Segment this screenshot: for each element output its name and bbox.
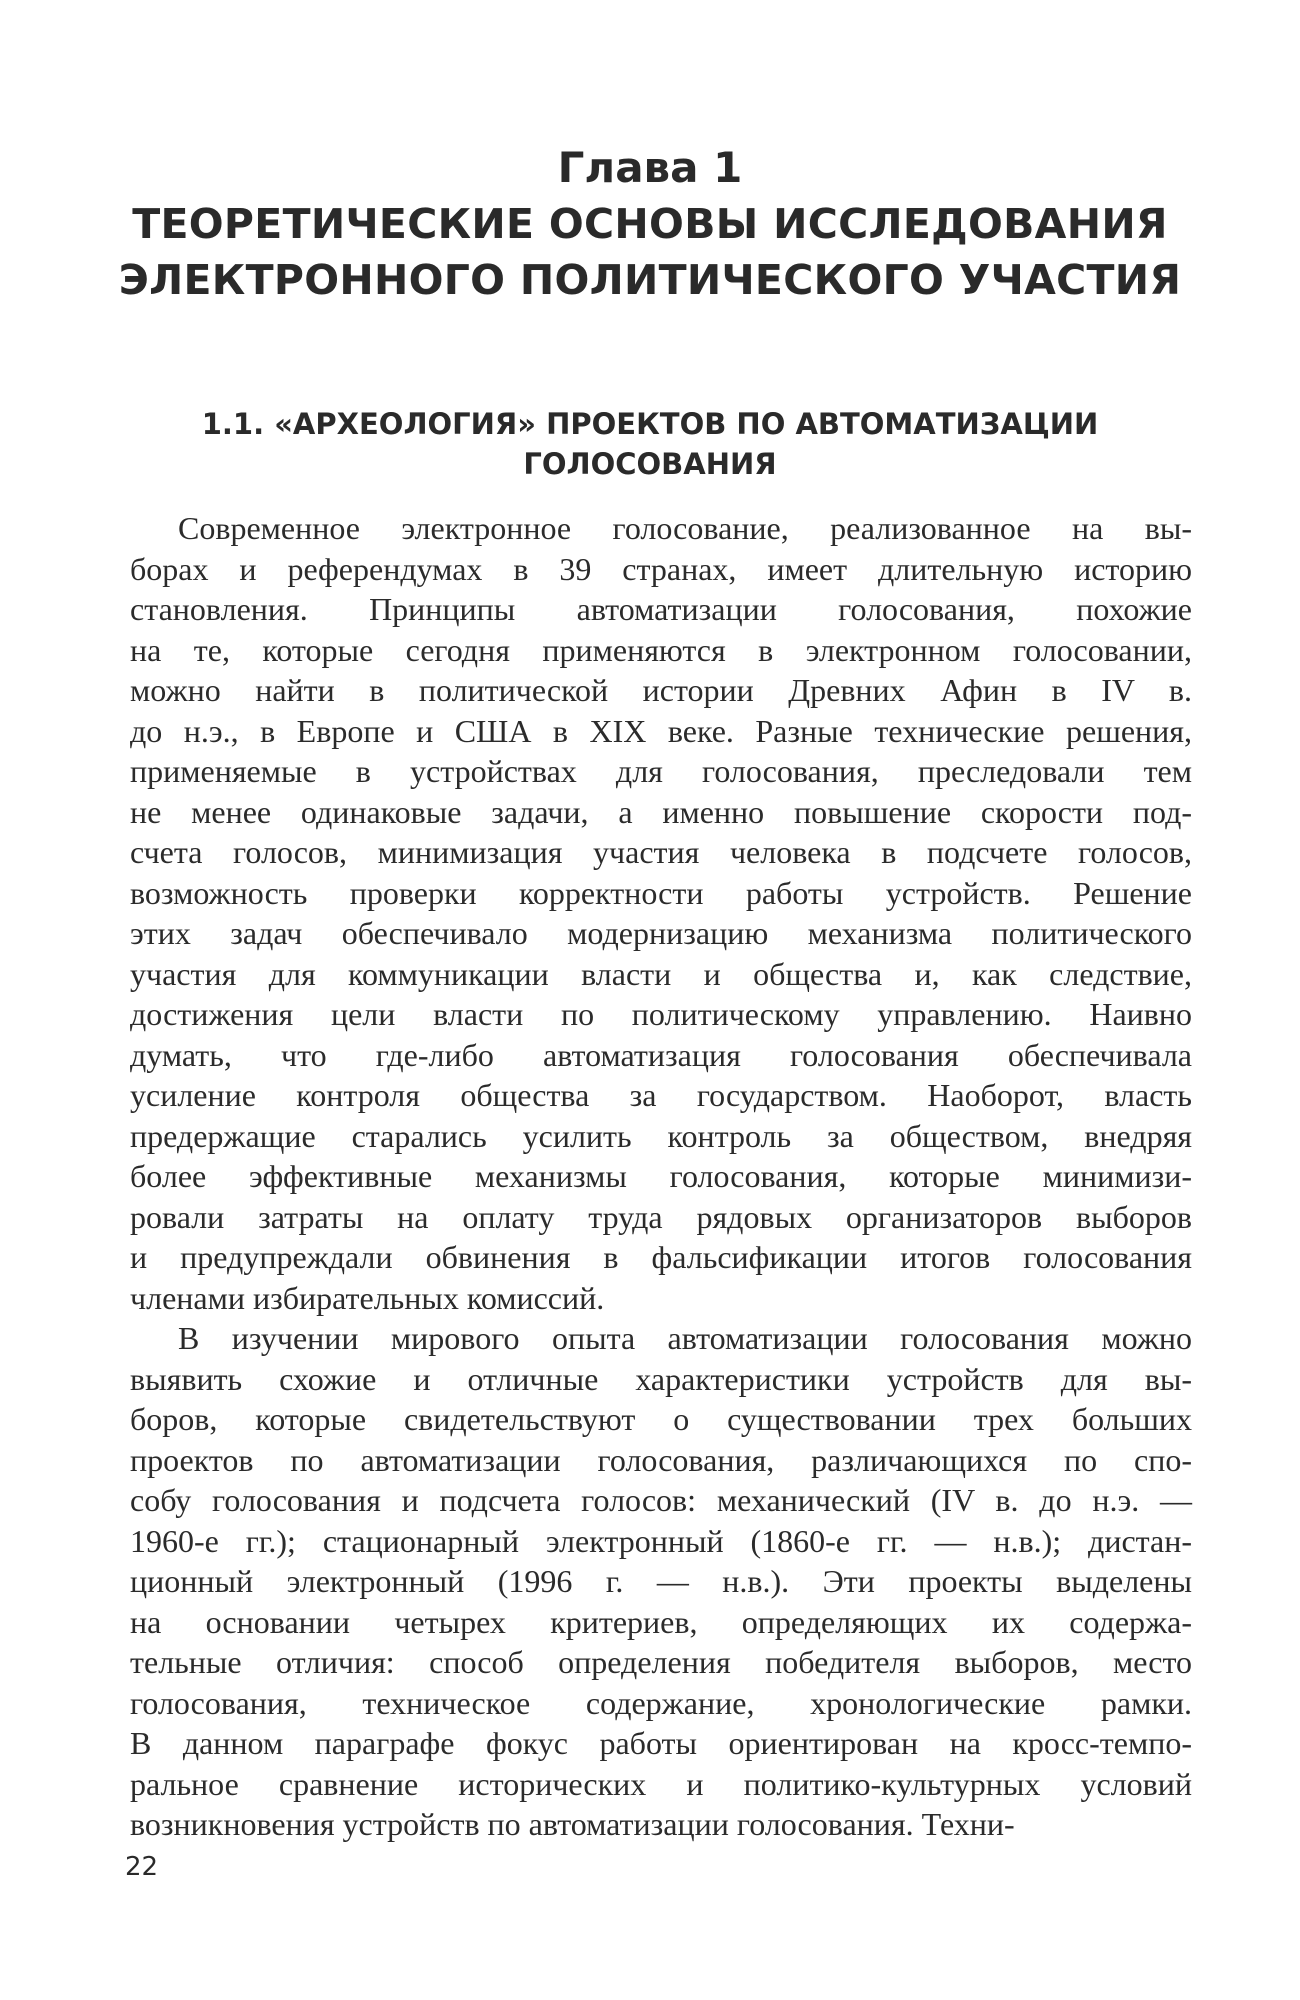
text-line: предержащие старались усилить контроль за обществом, внедряя <box>130 1117 1192 1154</box>
text-line: ральное сравнение исторических и политико-культурных условий <box>130 1765 1192 1802</box>
text-line: выявить схожие и отличные характеристики устройств для вы- <box>130 1360 1192 1397</box>
text-line: возможность проверки корректности работы устройств. Решение <box>130 874 1192 911</box>
text-line: ровали затраты на оплату труда рядовых организаторов выборов <box>130 1198 1192 1235</box>
text-line: становления. Принципы автоматизации голосования, похожие <box>130 591 1192 627</box>
text-line: достижения цели власти по политическому управлению. Наивно <box>130 996 1192 1032</box>
text-line: на те, которые сегодня применяются в электронном голосовании, <box>130 631 1192 668</box>
text-line: собу голосования и подсчета голосов: механический (IV в. до н.э. — <box>130 1482 1192 1518</box>
text-line: членами избирательных комиссий. <box>130 1279 605 1316</box>
text-line: участия для коммуникации власти и общества и, как следствие, <box>130 955 1192 992</box>
text-line: и предупреждали обвинения в фальсификации итогов голосования <box>130 1239 1192 1275</box>
text-line: на основании четырех критериев, определяющих их содержа- <box>130 1603 1192 1640</box>
text-line: голосования, техническое содержание, хронологические рамки. <box>130 1684 1192 1721</box>
section-title-line: ГОЛОСОВАНИЯ <box>523 447 777 481</box>
text-line: не менее одинаковые задачи, а именно повышение скорости под- <box>130 793 1192 830</box>
text-line: боров, которые свидетельствуют о существовании трех больших <box>130 1401 1192 1437</box>
text-line: борах и референдумах в 39 странах, имеет длительную историю <box>130 550 1192 587</box>
text-line: этих задач обеспечивало модернизацию механизма политического <box>130 915 1192 951</box>
section-title-line: 1.1. «АРХЕОЛОГИЯ» ПРОЕКТОВ ПО АВТОМАТИЗАЦИИ <box>201 407 1099 441</box>
text-line: усиление контроля общества за государством. Наоборот, власть <box>130 1077 1192 1113</box>
text-line: В данном параграфе фокус работы ориентирован на кросс-темпо- <box>130 1725 1192 1761</box>
chapter-label: Глава 1 <box>557 143 743 192</box>
text-line: можно найти в политической истории Древних Афин в IV в. <box>130 672 1192 708</box>
paragraph <box>130 508 1192 1318</box>
text-line: применяемые в устройствах для голосования, преследовали тем <box>130 753 1192 789</box>
chapter-heading <box>100 140 1200 308</box>
page-number: 22 <box>125 1852 159 1882</box>
text-line: более эффективные механизмы голосования, которые минимизи- <box>130 1158 1192 1194</box>
text-line: думать, что где-либо автоматизация голосования обеспечивала <box>130 1036 1192 1073</box>
chapter-title-line: ЭЛЕКТРОННОГО ПОЛИТИЧЕСКОГО УЧАСТИЯ <box>118 256 1182 304</box>
text-line: 1960-е гг.); стационарный электронный (1860-е гг. — н.в.); дистан- <box>130 1522 1192 1559</box>
text-line: счета голосов, минимизация участия человека в подсчете голосов, <box>130 834 1192 870</box>
text-line: тельные отличия: способ определения победителя выборов, место <box>130 1644 1192 1680</box>
text-line: до н.э., в Европе и США в XIX веке. Разные технические решения, <box>130 712 1192 749</box>
text-line: проектов по автоматизации голосования, различающихся по спо- <box>130 1441 1192 1478</box>
text-line: возникновения устройств по автоматизации голосования. Техни- <box>130 1806 1015 1842</box>
chapter-title-line: ТЕОРЕТИЧЕСКИЕ ОСНОВЫ ИССЛЕДОВАНИЯ <box>132 200 1168 248</box>
text-line: Современное электронное голосование, реализованное на вы- <box>178 510 1192 546</box>
body-text <box>130 508 1192 1845</box>
paragraph <box>130 1318 1192 1845</box>
text-line: В изучении мирового опыта автоматизации голосования можно <box>178 1320 1192 1356</box>
section-heading <box>160 404 1140 484</box>
text-line: ционный электронный (1996 г. — н.в.). Эти проекты выделены <box>130 1563 1192 1599</box>
